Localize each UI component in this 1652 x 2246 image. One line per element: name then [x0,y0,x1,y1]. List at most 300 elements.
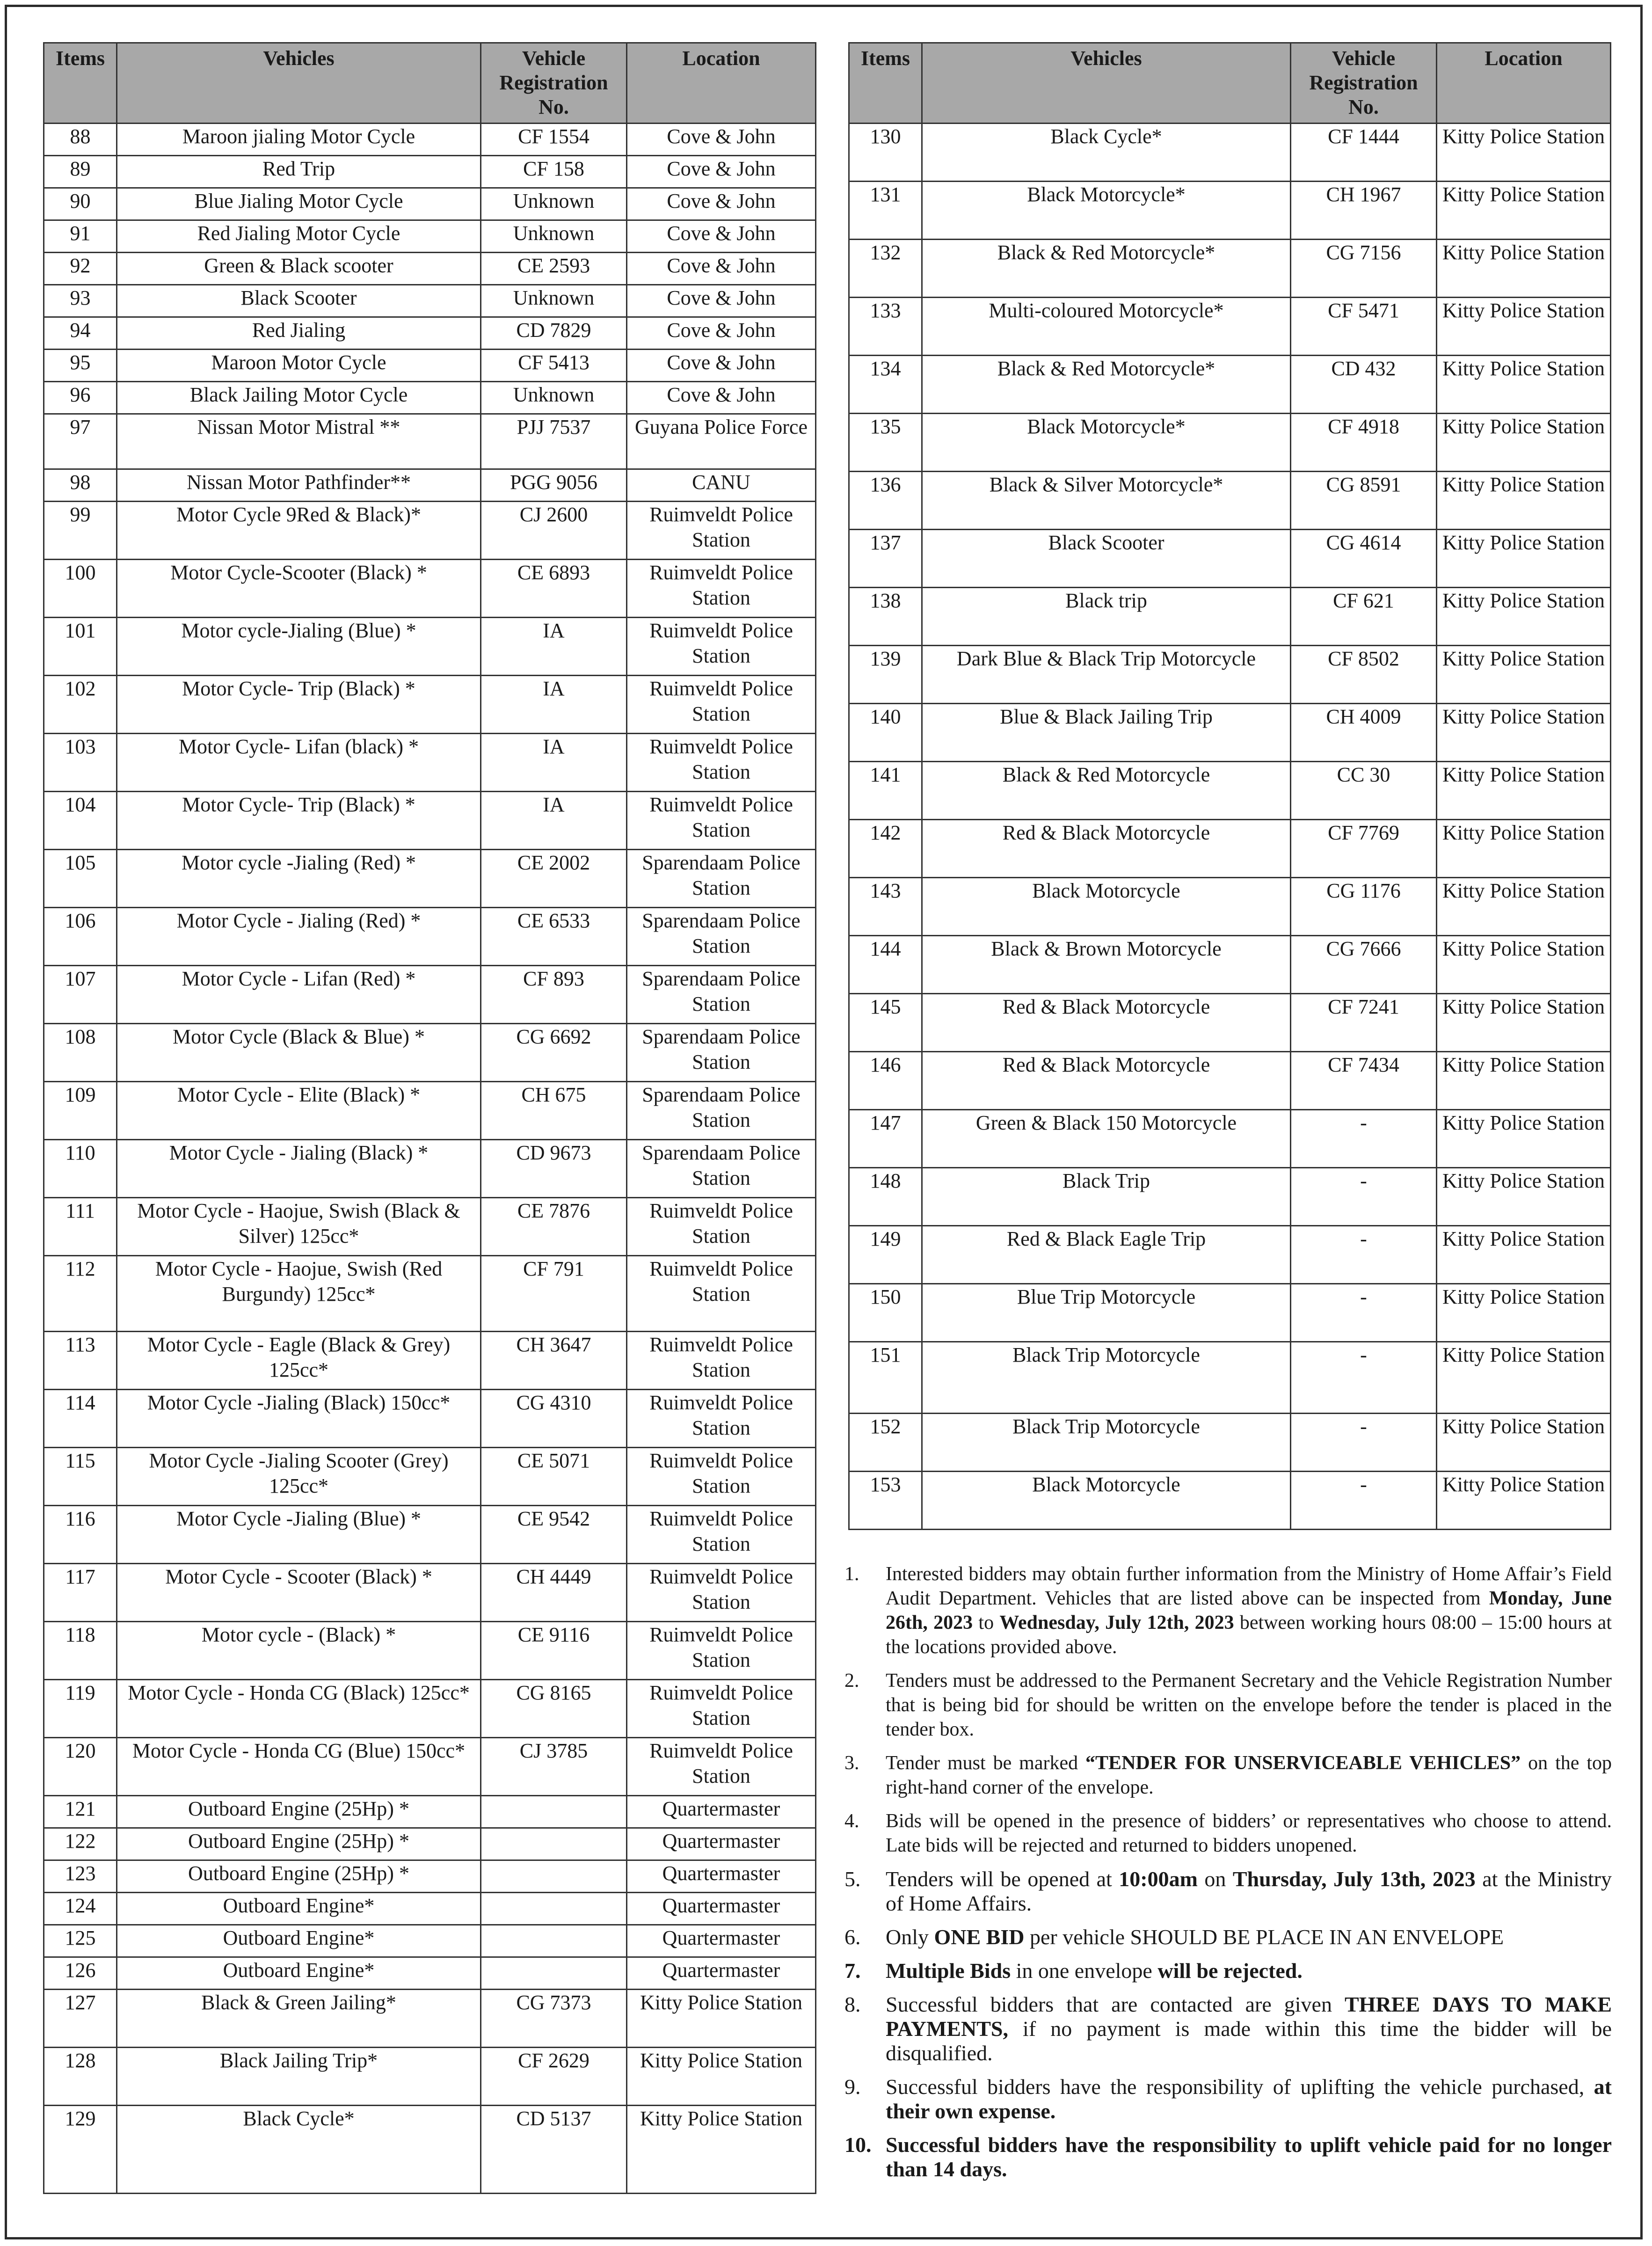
item-number-cell: 130 [849,124,922,182]
vehicle-cell: Black Motorcycle* [922,182,1291,240]
note-text: THREE DAYS TO MAKE PAYMENTS, [886,1992,1612,2041]
vehicle-cell: Motor Cycle - Jialing (Red) * [117,908,481,966]
item-number-cell: 102 [44,676,117,734]
note-item [844,1669,1612,1742]
location-cell: Kitty Police Station [627,1990,816,2048]
table-row [44,676,816,734]
table-row [44,382,816,414]
vehicle-cell: Black Trip Motorcycle [922,1414,1291,1472]
table-row [849,530,1611,588]
table-row [44,618,816,676]
registration-cell: CF 5471 [1291,298,1437,356]
registration-cell: CJ 3785 [481,1738,627,1796]
location-cell: Kitty Police Station [1437,298,1611,356]
item-number-cell: 141 [849,762,922,820]
item-number-cell: 88 [44,124,117,156]
note-text: ONE BID [934,1925,1025,1949]
registration-cell: CG 4614 [1291,530,1437,588]
item-number-cell: 97 [44,414,117,469]
table-row [44,502,816,560]
location-cell: Ruimveldt Police Station [627,792,816,850]
note-text: Bids will be opened in the presence of bidders’ or representatives who choose to attend. Late bids will be rejected and returned to bidders unopened. [886,1810,1612,1856]
note-text: Only [886,1925,934,1949]
table-header-row [849,43,1611,124]
location-cell: Kitty Police Station [1437,1168,1611,1226]
vehicle-cell: Black Cycle* [117,2106,481,2194]
registration-cell: CJ 2600 [481,502,627,560]
location-cell: Kitty Police Station [627,2048,816,2106]
note-text: Interested bidders may obtain further information from the Ministry of Home Affair’s Field Audit Department. Vehicles that are listed above can be inspected from [886,1563,1612,1609]
vehicle-cell: Dark Blue & Black Trip Motorcycle [922,646,1291,704]
item-number-cell: 91 [44,220,117,253]
note-item [844,1992,1612,2065]
vehicle-cell: Motor Cycle - Scooter (Black) * [117,1564,481,1622]
item-number-cell: 126 [44,1957,117,1990]
item-number-cell: 127 [44,1990,117,2048]
vehicle-cell: Red & Black Motorcycle [922,820,1291,878]
table-row [849,588,1611,646]
item-number-cell: 149 [849,1226,922,1284]
table-row [44,1024,816,1082]
vehicle-cell: Motor Cycle - Honda CG (Blue) 150cc* [117,1738,481,1796]
registration-cell: CC 30 [1291,762,1437,820]
note-text: Successful bidders have the responsibility of uplifting the vehicle purchased, [886,2075,1594,2099]
item-number-cell: 142 [849,820,922,878]
table-row [849,1110,1611,1168]
location-cell: Ruimveldt Police Station [627,734,816,792]
vehicle-cell: Green & Black scooter [117,253,481,285]
table-row [849,1052,1611,1110]
note-number: 6. [844,1925,861,1949]
item-number-cell: 108 [44,1024,117,1082]
location-cell: Ruimveldt Police Station [627,1448,816,1506]
item-number-cell: 123 [44,1860,117,1893]
note-text: will be rejected. [1157,1959,1303,1983]
registration-cell [481,1893,627,1925]
vehicle-cell: Motor Cycle -Jialing (Blue) * [117,1506,481,1564]
vehicle-cell: Motor Cycle -Jialing (Black) 150cc* [117,1390,481,1448]
table-row [44,1796,816,1828]
location-cell: Kitty Police Station [1437,530,1611,588]
registration-cell: CH 4449 [481,1564,627,1622]
registration-cell [481,1860,627,1893]
table-row [849,1414,1611,1472]
vehicle-cell: Red & Black Eagle Trip [922,1226,1291,1284]
registration-cell: CF 4918 [1291,414,1437,472]
registration-cell [481,1925,627,1957]
table-row [44,469,816,502]
location-cell: Ruimveldt Police Station [627,1738,816,1796]
table-row [44,1893,816,1925]
location-cell: Sparendaam Police Station [627,908,816,966]
location-cell: Kitty Police Station [1437,704,1611,762]
registration-cell: - [1291,1168,1437,1226]
item-number-cell: 93 [44,285,117,317]
table-row [44,908,816,966]
location-cell: Quartermaster [627,1796,816,1828]
vehicle-cell: Black & Silver Motorcycle* [922,472,1291,530]
location-cell: Kitty Police Station [1437,1110,1611,1168]
vehicle-cell: Black & Red Motorcycle [922,762,1291,820]
table-row [849,704,1611,762]
vehicles-table-right [848,42,1611,1530]
location-cell: Quartermaster [627,1828,816,1860]
vehicle-cell: Motor cycle - (Black) * [117,1622,481,1680]
vehicle-cell: Motor Cycle -Jialing Scooter (Grey) 125cc* [117,1448,481,1506]
header-items: Items [44,43,117,124]
location-cell: Kitty Police Station [1437,1226,1611,1284]
note-item [844,1959,1612,1983]
table-row [44,1506,816,1564]
table-row [44,317,816,350]
note-text: in one envelope [1011,1959,1158,1983]
table-row [44,792,816,850]
item-number-cell: 101 [44,618,117,676]
vehicle-cell: Nissan Motor Mistral ** [117,414,481,469]
vehicle-cell: Nissan Motor Pathfinder** [117,469,481,502]
note-text: Thursday, July 13th, 2023 [1232,1867,1476,1891]
vehicle-cell: Red & Black Motorcycle [922,994,1291,1052]
table-row [44,2106,816,2194]
item-number-cell: 94 [44,317,117,350]
item-number-cell: 129 [44,2106,117,2194]
vehicle-cell: Motor Cycle-Scooter (Black) * [117,560,481,618]
table-row [849,1226,1611,1284]
table-row [849,182,1611,240]
registration-cell: CE 6893 [481,560,627,618]
location-cell: Guyana Police Force [627,414,816,469]
location-cell: Quartermaster [627,1893,816,1925]
location-cell: Ruimveldt Police Station [627,618,816,676]
location-cell: Ruimveldt Police Station [627,1564,816,1622]
location-cell: Kitty Police Station [1437,1284,1611,1342]
registration-cell: IA [481,734,627,792]
registration-cell: PJJ 7537 [481,414,627,469]
note-text: Successful bidders have the responsibility to uplift vehicle paid for no longer than 14 days. [886,2133,1612,2181]
table-row [849,994,1611,1052]
note-text: 10:00am [1119,1867,1198,1891]
table-row [44,2048,816,2106]
note-text: Wednesday, July 12th, 2023 [999,1612,1234,1633]
vehicle-cell: Black trip [922,588,1291,646]
location-cell: Ruimveldt Police Station [627,1390,816,1448]
vehicle-cell: Motor cycle-Jialing (Blue) * [117,618,481,676]
table-row [44,1448,816,1506]
registration-cell: CF 1444 [1291,124,1437,182]
item-number-cell: 118 [44,1622,117,1680]
table-row [849,646,1611,704]
location-cell: Ruimveldt Police Station [627,1622,816,1680]
item-number-cell: 111 [44,1198,117,1256]
location-cell: Ruimveldt Police Station [627,502,816,560]
location-cell: Cove & John [627,220,816,253]
vehicle-cell: Outboard Engine (25Hp) * [117,1796,481,1828]
item-number-cell: 115 [44,1448,117,1506]
table-row [44,850,816,908]
table-row [44,1828,816,1860]
vehicle-cell: Blue & Black Jailing Trip [922,704,1291,762]
header-location: Location [1437,43,1611,124]
location-cell: Kitty Police Station [1437,124,1611,182]
item-number-cell: 106 [44,908,117,966]
item-number-cell: 128 [44,2048,117,2106]
table-row [849,1342,1611,1414]
registration-cell: CH 3647 [481,1332,627,1390]
vehicle-cell: Outboard Engine* [117,1957,481,1990]
vehicle-cell: Outboard Engine (25Hp) * [117,1828,481,1860]
registration-cell: - [1291,1110,1437,1168]
table-row [849,820,1611,878]
item-number-cell: 107 [44,966,117,1024]
note-text: Successful bidders that are contacted are given [886,1992,1345,2016]
note-item [844,1562,1612,1659]
registration-cell: CG 7156 [1291,240,1437,298]
item-number-cell: 103 [44,734,117,792]
item-number-cell: 119 [44,1680,117,1738]
location-cell: Ruimveldt Police Station [627,1506,816,1564]
location-cell: Sparendaam Police Station [627,850,816,908]
location-cell: Ruimveldt Police Station [627,1680,816,1738]
registration-cell: CD 9673 [481,1140,627,1198]
table-row [44,350,816,382]
item-number-cell: 95 [44,350,117,382]
vehicle-cell: Black & Brown Motorcycle [922,936,1291,994]
vehicle-cell: Outboard Engine (25Hp) * [117,1860,481,1893]
table-row [44,1332,816,1390]
location-cell: Kitty Police Station [1437,646,1611,704]
table-row [44,1622,816,1680]
item-number-cell: 137 [849,530,922,588]
vehicle-cell: Motor Cycle - Lifan (Red) * [117,966,481,1024]
table-row [849,878,1611,936]
location-cell: Quartermaster [627,1925,816,1957]
location-cell: Kitty Police Station [1437,878,1611,936]
registration-cell: CE 5071 [481,1448,627,1506]
vehicle-cell: Motor Cycle 9Red & Black)* [117,502,481,560]
location-cell: Cove & John [627,317,816,350]
item-number-cell: 135 [849,414,922,472]
vehicle-cell: Motor Cycle - Honda CG (Black) 125cc* [117,1680,481,1738]
vehicle-cell: Blue Trip Motorcycle [922,1284,1291,1342]
table-row [44,1957,816,1990]
table-row [44,1738,816,1796]
item-number-cell: 100 [44,560,117,618]
vehicle-cell: Multi-coloured Motorcycle* [922,298,1291,356]
vehicle-cell: Motor Cycle - Haojue, Swish (Red Burgundy) 125cc* [117,1256,481,1332]
table-row [44,124,816,156]
location-cell: Cove & John [627,253,816,285]
registration-cell: - [1291,1342,1437,1414]
registration-cell: Unknown [481,382,627,414]
table-row [44,156,816,188]
item-number-cell: 148 [849,1168,922,1226]
registration-cell: CE 2002 [481,850,627,908]
vehicle-cell: Red Jialing [117,317,481,350]
location-cell: Kitty Police Station [1437,1472,1611,1530]
registration-cell: CH 1967 [1291,182,1437,240]
registration-cell: CF 158 [481,156,627,188]
item-number-cell: 105 [44,850,117,908]
registration-cell: IA [481,618,627,676]
item-number-cell: 117 [44,1564,117,1622]
vehicle-cell: Motor Cycle- Lifan (black) * [117,734,481,792]
registration-cell: CG 7666 [1291,936,1437,994]
registration-cell: PGG 9056 [481,469,627,502]
location-cell: Kitty Police Station [627,2106,816,2194]
note-number: 4. [844,1810,859,1832]
registration-cell: CG 4310 [481,1390,627,1448]
item-number-cell: 124 [44,1893,117,1925]
header-registration: Vehicle Registration No. [1291,43,1437,124]
vehicle-cell: Motor Cycle - Haojue, Swish (Black & Silver) 125cc* [117,1198,481,1256]
note-text: “TENDER FOR UNSERVICEABLE VEHICLES” [1085,1752,1521,1774]
vehicle-cell: Motor Cycle - Jialing (Black) * [117,1140,481,1198]
item-number-cell: 113 [44,1332,117,1390]
table-row [849,1284,1611,1342]
location-cell: Quartermaster [627,1957,816,1990]
registration-cell: CF 5413 [481,350,627,382]
header-items: Items [849,43,922,124]
table-row [849,356,1611,414]
note-text: Multiple Bids [886,1959,1011,1983]
note-text: if no payment is made within this time the bidder will be disqualified. [886,2017,1612,2065]
vehicles-table-left [43,42,816,2194]
item-number-cell: 147 [849,1110,922,1168]
registration-cell [481,1796,627,1828]
registration-cell: Unknown [481,220,627,253]
note-number: 2. [844,1670,859,1692]
vehicle-cell: Outboard Engine* [117,1893,481,1925]
registration-cell: CG 6692 [481,1024,627,1082]
item-number-cell: 138 [849,588,922,646]
registration-cell: CG 7373 [481,1990,627,2048]
location-cell: Sparendaam Police Station [627,1082,816,1140]
item-number-cell: 110 [44,1140,117,1198]
table-row [849,472,1611,530]
registration-cell: CE 6533 [481,908,627,966]
note-number: 7. [844,1959,861,1983]
registration-cell: Unknown [481,188,627,220]
location-cell: CANU [627,469,816,502]
vehicle-cell: Red & Black Motorcycle [922,1052,1291,1110]
table-row [849,124,1611,182]
note-text: Monday, June 26th, 2023 [886,1588,1612,1633]
table-row [44,1990,816,2048]
table-row [44,1680,816,1738]
registration-cell: CF 621 [1291,588,1437,646]
note-item [844,2133,1612,2181]
note-text: per vehicle SHOULD BE PLACE IN AN ENVELOPE [1024,1925,1504,1949]
vehicle-cell: Black & Red Motorcycle* [922,240,1291,298]
location-cell: Kitty Police Station [1437,472,1611,530]
note-item [844,1751,1612,1800]
note-text: Tenders will be opened at [886,1867,1119,1891]
note-item [844,1867,1612,1916]
item-number-cell: 143 [849,878,922,936]
location-cell: Sparendaam Police Station [627,966,816,1024]
item-number-cell: 132 [849,240,922,298]
registration-cell: CE 9542 [481,1506,627,1564]
location-cell: Cove & John [627,350,816,382]
note-number: 5. [844,1867,861,1891]
table-row [849,240,1611,298]
note-text: on [1197,1867,1233,1891]
registration-cell: CG 8591 [1291,472,1437,530]
item-number-cell: 144 [849,936,922,994]
item-number-cell: 109 [44,1082,117,1140]
note-text: on the top right-hand corner of the envelope. [886,1752,1612,1798]
registration-cell: CF 8502 [1291,646,1437,704]
note-text: to [973,1612,1000,1633]
location-cell: Sparendaam Police Station [627,1140,816,1198]
registration-cell: CF 791 [481,1256,627,1332]
vehicle-cell: Motor cycle -Jialing (Red) * [117,850,481,908]
table-row [44,285,816,317]
note-text: at their own expense. [886,2075,1612,2123]
location-cell: Kitty Police Station [1437,994,1611,1052]
location-cell: Cove & John [627,382,816,414]
table-row [44,1256,816,1332]
registration-cell: CD 7829 [481,317,627,350]
vehicle-cell: Black & Red Motorcycle* [922,356,1291,414]
location-cell: Kitty Police Station [1437,414,1611,472]
registration-cell [481,1828,627,1860]
item-number-cell: 121 [44,1796,117,1828]
registration-cell: CF 2629 [481,2048,627,2106]
registration-cell: CE 7876 [481,1198,627,1256]
table-row [44,220,816,253]
registration-cell: CF 7241 [1291,994,1437,1052]
table-row [849,762,1611,820]
item-number-cell: 139 [849,646,922,704]
item-number-cell: 150 [849,1284,922,1342]
location-cell: Kitty Police Station [1437,182,1611,240]
item-number-cell: 136 [849,472,922,530]
vehicle-cell: Red Jialing Motor Cycle [117,220,481,253]
header-location: Location [627,43,816,124]
note-number: 10. [844,2133,872,2157]
table-row [44,188,816,220]
registration-cell: CD 5137 [481,2106,627,2194]
vehicle-cell: Outboard Engine* [117,1925,481,1957]
item-number-cell: 146 [849,1052,922,1110]
table-row [849,414,1611,472]
location-cell: Quartermaster [627,1860,816,1893]
vehicle-cell: Blue Jialing Motor Cycle [117,188,481,220]
vehicle-cell: Black Jailing Motor Cycle [117,382,481,414]
tender-notes-list [844,1562,1612,2191]
vehicle-cell: Black Motorcycle* [922,414,1291,472]
registration-cell: CD 432 [1291,356,1437,414]
note-item [844,1809,1612,1858]
item-number-cell: 122 [44,1828,117,1860]
item-number-cell: 99 [44,502,117,560]
registration-cell: CF 893 [481,966,627,1024]
registration-cell: CE 9116 [481,1622,627,1680]
location-cell: Ruimveldt Police Station [627,1198,816,1256]
vehicle-cell: Motor Cycle (Black & Blue) * [117,1024,481,1082]
item-number-cell: 90 [44,188,117,220]
vehicle-cell: Motor Cycle- Trip (Black) * [117,676,481,734]
registration-cell: CF 7434 [1291,1052,1437,1110]
note-number: 9. [844,2075,861,2099]
location-cell: Kitty Police Station [1437,936,1611,994]
table-row [44,560,816,618]
vehicle-cell: Black Trip [922,1168,1291,1226]
item-number-cell: 120 [44,1738,117,1796]
registration-cell: - [1291,1284,1437,1342]
registration-cell: CH 675 [481,1082,627,1140]
